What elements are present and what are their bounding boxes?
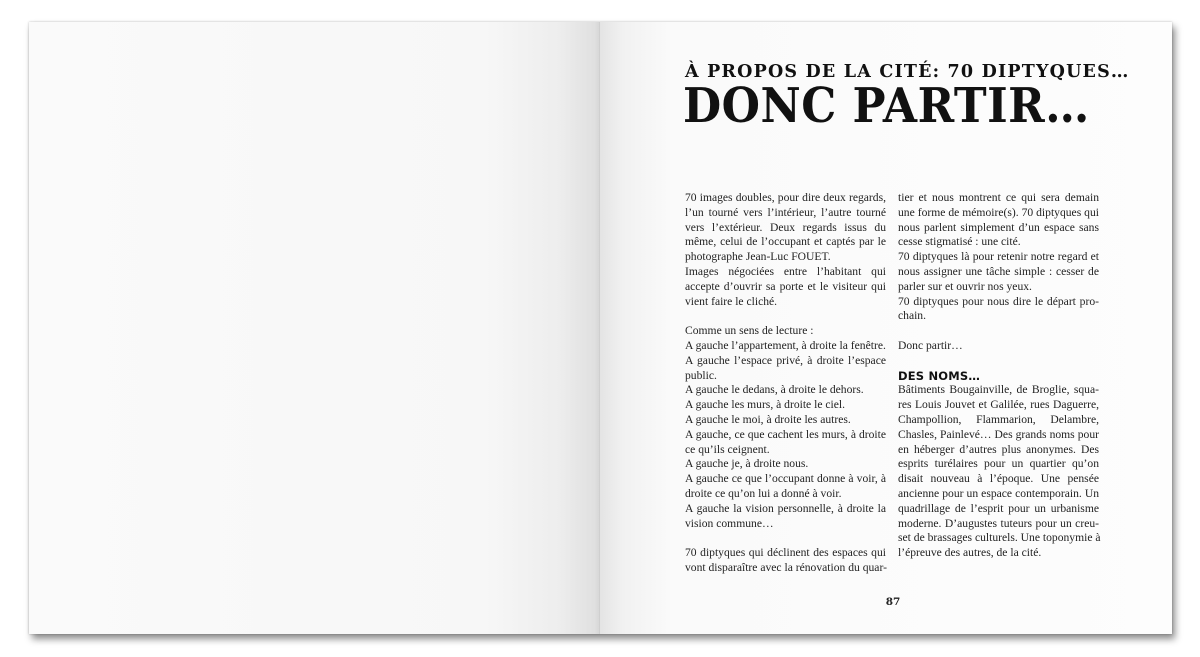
supertitle: À PROPOS DE LA CITÉ: 70 DIPTYQUES… xyxy=(685,62,1130,82)
text-line: vient faire le cliché. xyxy=(685,294,778,308)
text-column-left xyxy=(685,191,886,576)
text-line: parler sur et ouvrir nos yeux. xyxy=(898,279,1032,293)
paragraph-gap xyxy=(685,531,886,546)
text-line: A gauche l’espace privé, à droite l’espace xyxy=(685,353,886,367)
text-line: ce qu’ils ceignent. xyxy=(685,442,770,456)
page-title: DONC PARTIR… xyxy=(683,78,1090,134)
text-line: Bâtiments Bougainville, de Broglie, squa- xyxy=(898,383,1099,397)
text-line: cesse stigmatisé : une cité. xyxy=(898,235,1021,249)
text-line: A gauche le dedans, à droite le dehors. xyxy=(685,383,864,397)
text-line: A gauche la vision personnelle, à droite la xyxy=(685,501,886,515)
text-line: Chasles, Painlevé… Des grands noms pour xyxy=(898,427,1099,441)
text-line: A gauche je, à droite nous. xyxy=(685,457,809,471)
paragraph-gap xyxy=(898,324,1099,339)
text-line: nous assigner une tâche simple : cesser de xyxy=(898,264,1099,278)
text-line: A gauche le moi, à droite les autres. xyxy=(685,412,851,426)
text-line: nous parlent simplement d’un espace sans xyxy=(898,220,1099,234)
text-line: esprits turélaires pour un quartier qu’on xyxy=(898,457,1099,471)
text-line: l’un tourné vers l’intérieur, l’autre tourné xyxy=(685,205,886,219)
left-page xyxy=(29,22,600,634)
text-line: moderne. D’augustes tuteurs pour un creu- xyxy=(898,516,1099,530)
text-line: public. xyxy=(685,368,717,382)
page-number: 87 xyxy=(885,596,901,608)
text-line: set de brassages culturels. Une toponymie à xyxy=(898,531,1101,545)
text-line: disait nouveau à l’époque. Une pensée xyxy=(898,472,1099,486)
text-line: Images négociées entre l’habitant qui xyxy=(685,264,886,278)
text-line: l’épreuve des autres, de la cité. xyxy=(898,546,1042,560)
text-line: res Louis Jouvet et Galilée, rues Daguerre, xyxy=(898,398,1099,412)
text-line: Champollion, Flammarion, Delambre, xyxy=(898,412,1099,426)
paragraph-gap xyxy=(685,309,886,324)
text-line: A gauche les murs, à droite le ciel. xyxy=(685,398,846,412)
text-line: en héberger d’autres plus anonymes. Des xyxy=(898,442,1099,456)
text-line: vision commune… xyxy=(685,516,774,530)
text-line: chain. xyxy=(898,309,927,323)
text-line: accepte d’ouvrir sa porte et le visiteur qui xyxy=(685,279,886,293)
text-line: 70 diptyques qui déclinent des espaces qui xyxy=(685,546,886,560)
section-heading: DES NOMS… xyxy=(898,368,981,383)
text-line: vers l’extérieur. Deux regards issus du xyxy=(685,220,886,234)
text-line: Donc partir… xyxy=(898,338,963,352)
text-line: vont disparaître avec la rénovation du quar- xyxy=(685,560,887,574)
text-line: A gauche l’appartement, à droite la fenêtre. xyxy=(685,338,886,352)
paragraph-gap xyxy=(898,354,1099,369)
text-line: photographe Jean-Luc FOUET. xyxy=(685,250,831,264)
text-column-right xyxy=(898,191,1099,561)
text-line: A gauche, ce que cachent les murs, à droite xyxy=(685,427,886,441)
text-line: droite ce qu’on lui a donné à voir. xyxy=(685,486,842,500)
text-line: ancienne pour un espace contemporain. Un xyxy=(898,486,1099,500)
text-line: tier et nous montrent ce qui sera demain xyxy=(898,191,1099,204)
text-line: quadrillage de l’esprit pour un urbanisme xyxy=(898,501,1099,515)
text-line: même, celui de l’occupant et captés par le xyxy=(685,235,886,249)
book-gutter xyxy=(599,22,600,634)
text-line: 70 images doubles, pour dire deux regards, xyxy=(685,191,886,204)
text-line: 70 diptyques là pour retenir notre regard et xyxy=(898,250,1099,264)
text-line: A gauche ce que l’occupant donne à voir, à xyxy=(685,472,886,486)
text-line: une forme de mémoire(s). 70 diptyques qui xyxy=(898,205,1099,219)
text-line: Comme un sens de lecture : xyxy=(685,324,814,338)
text-line: 70 diptyques pour nous dire le départ pro- xyxy=(898,294,1099,308)
